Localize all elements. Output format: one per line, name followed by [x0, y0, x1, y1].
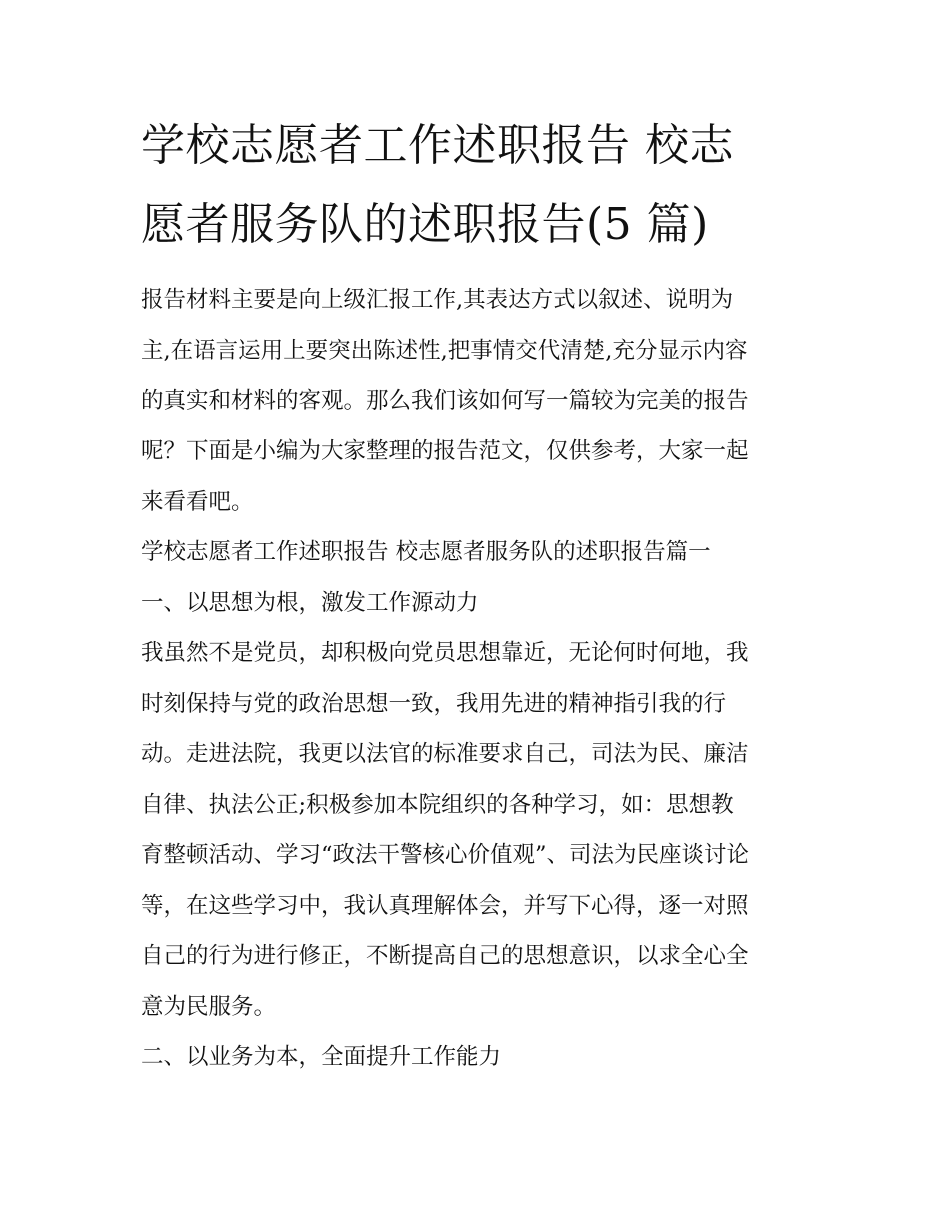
paragraph-line-6: 等，在这些学习中，我认真理解体会，并写下心得，逐一对照 [141, 893, 749, 919]
title-line-2: 愿者服务队的述职报告(5 篇) [141, 199, 709, 250]
paragraph-line-5: 育整顿活动、学习“政法干警核心价值观”、司法为民座谈讨论 [141, 842, 750, 868]
heading-2: 二、以业务为本，全面提升工作能力 [141, 1044, 502, 1070]
intro-line-5: 来看看吧。 [141, 489, 254, 515]
intro-line-4: 呢？下面是小编为大家整理的报告范文，仅供参考，大家一起 [141, 438, 749, 464]
paragraph-line-4: 自律、执法公正;积极参加本院组织的各种学习，如：思想教 [141, 792, 734, 818]
title-line-1: 学校志愿者工作述职报告 校志 [141, 120, 734, 171]
heading-1: 一、以思想为根，激发工作源动力 [141, 590, 479, 616]
intro-line-2: 主,在语言运用上要突出陈述性,把事情交代清楚,充分显示内容 [141, 338, 748, 364]
paragraph-line-7: 自己的行为进行修正，不断提高自己的思想意识，以求全心全 [141, 943, 749, 969]
section-title-part-1: 学校志愿者工作述职报告 校志愿者服务队的述职报告篇一 [141, 539, 711, 565]
intro-line-3: 的真实和材料的客观。那么我们该如何写一篇较为完美的报告 [141, 388, 749, 414]
paragraph-line-2: 时刻保持与党的政治思想一致，我用先进的精神指引我的行 [141, 691, 727, 717]
paragraph-line-1: 我虽然不是党员，却积极向党员思想靠近，无论何时何地，我 [141, 640, 749, 666]
paragraph-line-8: 意为民服务。 [141, 994, 277, 1020]
intro-line-1: 报告材料主要是向上级汇报工作,其表达方式以叙述、说明为 [141, 287, 734, 313]
paragraph-line-3: 动。走进法院，我更以法官的标准要求自己，司法为民、廉洁 [141, 741, 749, 767]
